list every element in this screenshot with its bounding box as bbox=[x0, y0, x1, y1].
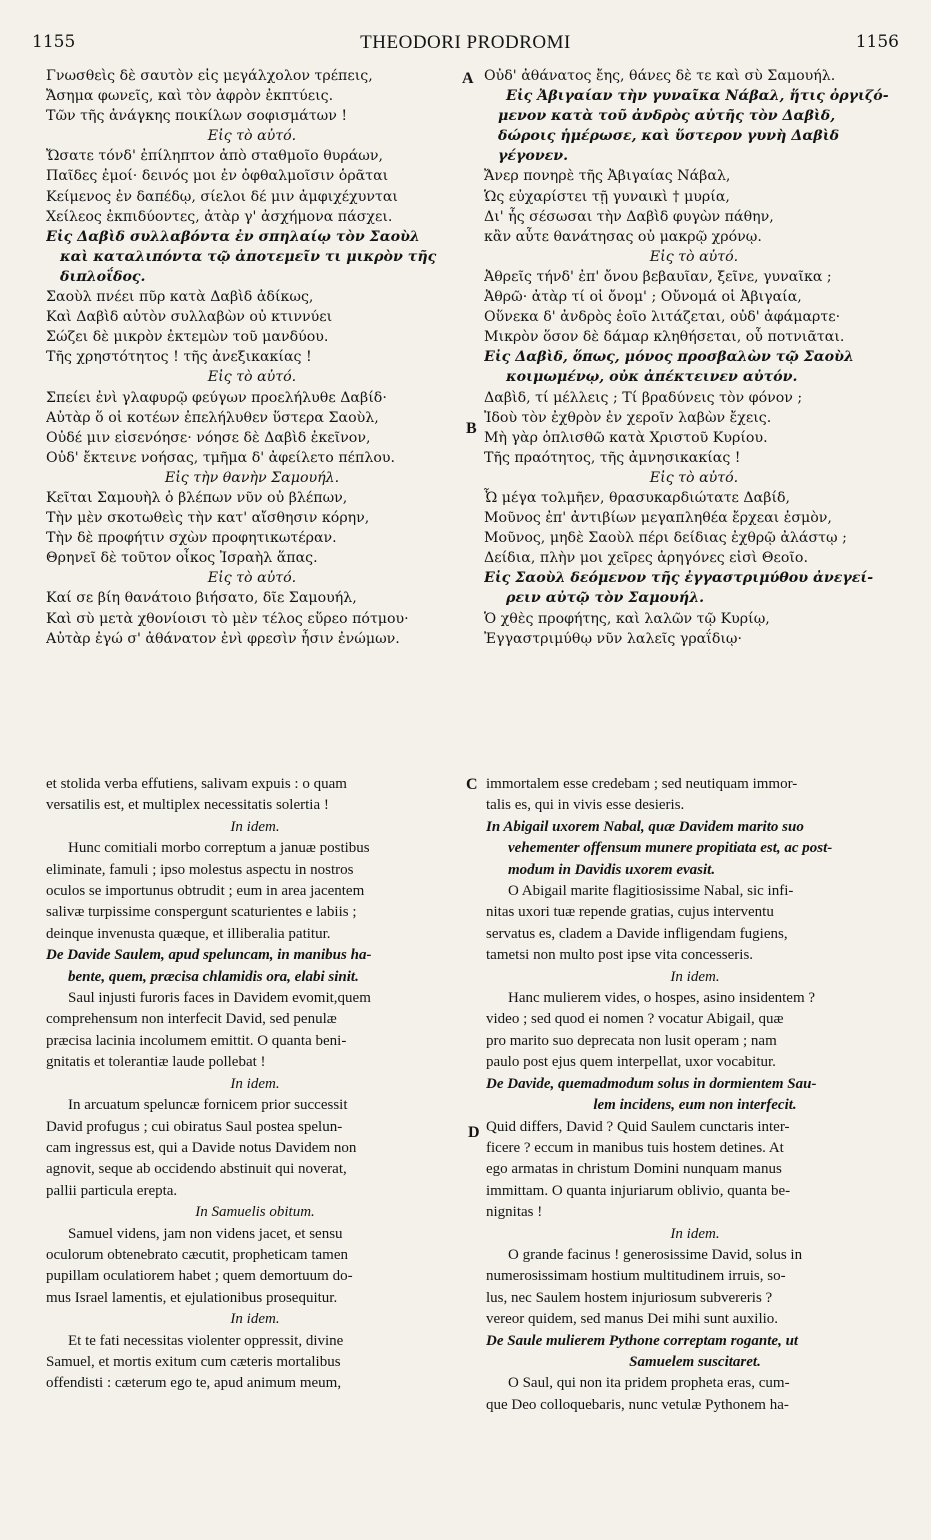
greek-line: Οὐδ' ἀθάνατος ἔης, θάνες δὲ τε καὶ σὺ Σαμουήλ. bbox=[484, 68, 836, 84]
section-heading: Εἰς τὸ αὐτό. bbox=[649, 469, 739, 486]
page-number-right: 1156 bbox=[855, 32, 899, 52]
section-heading: In idem. bbox=[670, 968, 720, 985]
section-heading: Εἰς τὸ αὐτό. bbox=[207, 369, 297, 386]
latin-line: salivæ turpissime conspergunt scaturientes e labiis ; bbox=[46, 904, 357, 921]
greek-line: Καὶ Δαβὶδ αὐτὸν συλλαβὼν οὐ κτιννύει bbox=[46, 309, 333, 326]
latin-line: ego armatas in christum Domini nunquam manus bbox=[486, 1161, 782, 1178]
margin-marker-b: B bbox=[466, 420, 477, 437]
latin-line: O grande facinus ! generosissime David, solus in bbox=[508, 1246, 803, 1263]
latin-line: paulo post ejus quem interpellat, uxor vocabitur. bbox=[486, 1054, 776, 1071]
latin-line: nignitas ! bbox=[486, 1204, 543, 1221]
latin-line: versatilis est, et multiplex necessitatis solertia ! bbox=[46, 797, 329, 814]
latin-line: David profugus ; cui obiratus Saul postea spelun- bbox=[46, 1118, 343, 1135]
greek-line: Παῖδες ἐμοί· δεινός μοι ἐν ὀφθαλμοῖσιν ὁρᾶται bbox=[46, 168, 389, 185]
latin-line: mus Israel lamentis, et ejulationibus prosequitur. bbox=[46, 1289, 338, 1306]
latin-line: Hanc mulierem vides, o hospes, asino insidentem ? bbox=[508, 990, 816, 1007]
section-heading: διπλοΐδος. bbox=[60, 268, 146, 285]
latin-line: In arcuatum speluncæ fornicem prior successit bbox=[68, 1097, 348, 1114]
section-heading: μενον κατὰ τοῦ ἀνδρὸς αὐτῆς τὸν Δαβὶδ, bbox=[498, 108, 836, 125]
section-heading: γέγονεν. bbox=[498, 148, 569, 165]
greek-line: Τῶν τῆς ἀνάγκης ποικίλων σοφισμάτων ! bbox=[46, 108, 348, 125]
latin-line: lus, nec Saulem hostem injuriosum subvereris ? bbox=[486, 1289, 773, 1306]
greek-line: Μοῦνος ἐπ' ἀντιβίων μεγαπληθέα ἔρχεαι ἐσμὸν, bbox=[484, 510, 832, 527]
greek-line: Δαβὶδ, τί μέλλεις ; Τί βραδύνεις τὸν φόνον ; bbox=[484, 389, 803, 406]
section-heading: bente, quem, præcisa chlamidis ora, elabi sinit. bbox=[68, 968, 359, 985]
latin-column-left bbox=[46, 774, 464, 1395]
section-heading: ρειν αὐτῷ τὸν Σαμουήλ. bbox=[506, 590, 705, 607]
greek-line: Θρηνεῖ δὲ τοῦτον οἶκος Ἰσραὴλ ἅπας. bbox=[46, 550, 318, 567]
section-heading: vehementer offensum munere propitiata est, ac post- bbox=[508, 840, 833, 857]
latin-line: Hunc comitiali morbo correptum a januæ postibus bbox=[68, 840, 370, 857]
latin-line: et stolida verba effutiens, salivam expuis : o quam bbox=[46, 776, 347, 792]
latin-column-right bbox=[486, 774, 904, 1416]
greek-line: Τὴν μὲν σκοτωθεὶς τὴν κατ' αἴσθησιν κόρην, bbox=[46, 510, 370, 527]
section-heading: Εἰς τὴν θανὴν Σαμουήλ. bbox=[164, 469, 340, 486]
greek-line: Ὤσατε τόνδ' ἐπίληπτον ἀπὸ σταθμοῖο θυράων, bbox=[46, 148, 383, 165]
latin-line: servatus es, cladem a Davide infligendam fugiens, bbox=[486, 925, 788, 942]
latin-line: immittam. O quanta injuriarum oblivio, quanta be- bbox=[486, 1182, 791, 1199]
greek-line: Οὕνεκα δ' ἀνδρὸς ἑοῖο λιτάζεται, οὐδ' ἀφάμαρτε· bbox=[484, 309, 841, 326]
section-heading: In idem. bbox=[670, 1225, 720, 1242]
latin-line: præcisa lacinia incolumem emittit. O quanta beni- bbox=[46, 1032, 347, 1049]
latin-line: que Deo colloquebaris, nunc vetulæ Pythonem ha- bbox=[486, 1396, 789, 1413]
latin-line: pallii particula erepta. bbox=[46, 1182, 178, 1199]
latin-line: vereor quidem, sed manus Dei mihi sunt auxilio. bbox=[486, 1311, 779, 1328]
section-heading: In idem. bbox=[230, 1075, 280, 1092]
latin-line: O Abigail marite flagitiosissime Nabal, sic infi- bbox=[508, 883, 794, 900]
greek-line: Ὡς εὐχαρίστει τῇ γυναικὶ † μυρία, bbox=[484, 188, 730, 205]
latin-line: Et te fati necessitas violenter oppressit, divine bbox=[68, 1332, 344, 1349]
latin-line: video ; sed quod ei nomen ? vocatur Abigail, quæ bbox=[486, 1011, 784, 1028]
greek-line: κἂν αὖτε θανάτησας οὐ μακρῷ χρόνῳ. bbox=[484, 228, 762, 245]
section-heading: Εἰς τὸ αὐτό. bbox=[649, 248, 739, 265]
latin-line: gnitatis et tolerantiæ laude pollebat ! bbox=[46, 1054, 266, 1071]
latin-line: Samuel videns, jam non videns jacet, et sensu bbox=[68, 1225, 343, 1242]
section-heading: lem incidens, eum non interfecit. bbox=[593, 1097, 797, 1114]
greek-line: Αὐτὰρ ὅ οἱ κοτέων ἐπελήλυθεν ὕστερα Σαοὺλ, bbox=[46, 409, 379, 426]
greek-line: Δείδια, πλὴν μοι χεῖρες ἀρηγόνες εἰσὶ Θεοῖο. bbox=[484, 550, 808, 567]
greek-line: Δι' ἧς σέσωσαι τὴν Δαβὶδ φυγὼν πάθην, bbox=[484, 208, 774, 225]
greek-line: Καὶ σὺ μετὰ χθονίοισι τὸ μὲν τέλος εὕρεο πότμου· bbox=[46, 610, 409, 627]
running-title: THEODORI PRODROMI bbox=[360, 32, 571, 53]
section-heading: De Saule mulierem Pythone correptam rogante, ut bbox=[486, 1332, 799, 1349]
greek-line: Ἐγγαστριμύθῳ νῦν λαλεῖς γραΐδιῳ· bbox=[484, 630, 743, 647]
latin-line: Samuel, et mortis exitum cum cæteris mortalibus bbox=[46, 1353, 341, 1370]
margin-marker-c: C bbox=[466, 776, 478, 793]
greek-line: Τῆς χρηστότητος ! τῆς ἀνεξικακίας ! bbox=[46, 349, 312, 366]
section-heading: De Davide Saulem, apud speluncam, in manibus ha- bbox=[46, 947, 372, 964]
latin-line: O Saul, qui non ita pridem propheta eras, cum- bbox=[508, 1375, 790, 1392]
greek-line: Σαοὺλ πνέει πῦρ κατὰ Δαβὶδ ἀδίκως, bbox=[46, 289, 314, 306]
section-heading: In idem. bbox=[230, 1311, 280, 1328]
greek-line: Χείλεος ἐκπιδύοντες, ἀτὰρ γ' ἀσχήμονα πάσχει. bbox=[46, 208, 393, 225]
section-heading: In idem. bbox=[230, 818, 280, 835]
latin-line: immortalem esse credebam ; sed neutiquam immor- bbox=[486, 776, 798, 792]
greek-line: Κεῖται Σαμουὴλ ὁ βλέπων νῦν οὐ βλέπων, bbox=[46, 489, 348, 506]
greek-line: Κείμενος ἐν δαπέδῳ, σίελοι δέ μιν ἀμφιχέχυνται bbox=[46, 188, 398, 205]
latin-line: cam ingressus est, qui a Davide notus Davidem non bbox=[46, 1139, 357, 1156]
greek-column-right bbox=[484, 66, 904, 649]
latin-line: oculos se importunus obtrudit ; eum in area jacentem bbox=[46, 883, 365, 900]
section-heading: modum in Davidis uxorem evasit. bbox=[508, 861, 716, 878]
margin-marker-a: A bbox=[462, 70, 474, 87]
margin-marker-d: D bbox=[468, 1124, 480, 1141]
latin-line: Saul injusti furoris faces in Davidem evomit,quem bbox=[68, 990, 371, 1007]
latin-line: offendisti : cæterum ego te, apud animum meum, bbox=[46, 1375, 342, 1392]
greek-line: Καί σε βίη θανάτοιο βιήσατο, δῖε Σαμουήλ, bbox=[46, 590, 357, 607]
section-heading: In Abigail uxorem Nabal, quæ Davidem marito suo bbox=[486, 818, 804, 835]
latin-line: eliminate, famuli ; ipso molestus aspectu in nostros bbox=[46, 861, 354, 878]
greek-line: Μὴ γὰρ ὁπλισθῶ κατὰ Χριστοῦ Κυρίου. bbox=[484, 429, 768, 446]
greek-line: Αὐτὰρ ἐγώ σ' ἀθάνατον ἐνὶ φρεσὶν ἦσιν ἐνώμων. bbox=[46, 630, 400, 647]
greek-line: Οὐδ' ἔκτεινε νοήσας, τμῆμα δ' ἀφείλετο πέπλου. bbox=[46, 449, 396, 466]
section-heading: Εἰς Δαβὶδ συλλαβόντα ἐν σπηλαίῳ τὸν Σαοὺλ bbox=[46, 228, 420, 245]
greek-line: Ἄνερ πονηρὲ τῆς Ἀβιγαίας Νάβαλ, bbox=[484, 168, 731, 185]
section-heading: Samuelem suscitaret. bbox=[629, 1353, 761, 1370]
section-heading: In Samuelis obitum. bbox=[195, 1204, 315, 1221]
section-heading: Εἰς Ἀβιγαίαν τὴν γυναῖκα Νάβαλ, ἥτις ὀργιζό- bbox=[506, 88, 889, 105]
latin-line: oculorum obtenebrato cæcutit, propheticam tamen bbox=[46, 1246, 348, 1263]
greek-line: Γνωσθεὶς δὲ σαυτὸν εἰς μεγάλχολον τρέπεις, bbox=[46, 68, 373, 84]
latin-line: ficere ? eccum in manibus tuis hostem detines. At bbox=[486, 1139, 784, 1156]
latin-line: talis es, qui in vivis esse desieris. bbox=[486, 797, 685, 814]
section-heading: De Davide, quemadmodum solus in dormientem Sau- bbox=[486, 1075, 817, 1092]
latin-line: pupillam oculatiorem habet ; quem demortuum do- bbox=[46, 1268, 353, 1285]
greek-line: Μοῦνος, μηδὲ Σαοὺλ πέρι δείδιας ἐχθρῷ ἀλάστῳ ; bbox=[484, 530, 847, 547]
latin-line: comprehensum non interfecit David, sed penulæ bbox=[46, 1011, 337, 1028]
greek-line: Ὦ μέγα τολμῆεν, θρασυκαρδιώτατε Δαβίδ, bbox=[484, 489, 791, 506]
latin-line: tametsi non multo post ipse vita concesseris. bbox=[486, 947, 754, 964]
section-heading: καὶ καταλιπόντα τῷ ἀποτεμεῖν τι μικρὸν τῆς bbox=[60, 248, 437, 265]
greek-line: Οὐδέ μιν εἰσενόησε· νόησε δὲ Δαβὶδ ἐκεῖνον, bbox=[46, 429, 371, 446]
greek-line: Τὴν δὲ προφήτιν σχὼν προφητικωτέραν. bbox=[46, 530, 337, 547]
page-header bbox=[32, 32, 899, 60]
greek-line: Ἄσημα φωνεῖς, καὶ τὸν ἀφρὸν ἐκπτύεις. bbox=[46, 88, 334, 105]
greek-line: Ἀθρῶ· ἀτὰρ τί οἱ ὄνομ' ; Οὔνομά οἱ Ἀβιγαία, bbox=[484, 289, 802, 306]
latin-line: Quid differs, David ? Quid Saulem cunctaris inter- bbox=[486, 1118, 790, 1135]
section-heading: Εἰς Δαβὶδ, ὅπως, μόνος προσβαλὼν τῷ Σαοὺλ bbox=[484, 349, 854, 366]
latin-line: deinque invenusta quæque, et illiberalia patitur. bbox=[46, 925, 331, 942]
greek-line: Τῆς πραότητος, τῆς ἀμνησικακίας ! bbox=[484, 449, 741, 466]
section-heading: δώροις ἡμέρωσε, καὶ ὕστερον γυνὴ Δαβὶδ bbox=[498, 128, 840, 145]
section-heading: Εἰς τὸ αὐτό. bbox=[207, 570, 297, 587]
greek-line: Ὁ χθὲς προφήτης, καὶ λαλῶν τῷ Κυρίῳ, bbox=[484, 610, 770, 627]
latin-line: pro marito suo deprecata non lusit operam ; nam bbox=[486, 1032, 777, 1049]
latin-line: nitas uxori tuæ repende gratias, cujus interventu bbox=[486, 904, 774, 921]
greek-column-left bbox=[46, 66, 458, 649]
greek-line: Σώζει δὲ μικρὸν ἐκτεμὼν τοῦ μανδύου. bbox=[46, 329, 329, 346]
greek-line: Ἀθρεῖς τήνδ' ἐπ' ὄνου βεβαυῖαν, ξεῖνε, γυναῖκα ; bbox=[484, 268, 832, 285]
latin-line: numerosissimam hostium multitudinem irruis, so- bbox=[486, 1268, 786, 1285]
section-heading: κοιμωμένῳ, οὐκ ἀπέκτεινεν αὐτόν. bbox=[506, 369, 798, 386]
greek-line: Σπείει ἐνὶ γλαφυρῷ φεύγων προελήλυθε Δαβίδ· bbox=[46, 389, 387, 406]
section-heading: Εἰς Σαοὺλ δεόμενον τῆς ἐγγαστριμύθου ἀνεγεί- bbox=[484, 570, 874, 587]
greek-line: Ἰδοὺ τὸν ἐχθρὸν ἐν χεροῖν λαβὼν ἔχεις. bbox=[484, 409, 772, 426]
latin-line: agnovit, seque ab occidendo abstinuit qui noverat, bbox=[46, 1161, 347, 1178]
section-heading: Εἰς τὸ αὐτό. bbox=[207, 128, 297, 145]
page-number-left: 1155 bbox=[32, 32, 76, 52]
greek-line: Μικρὸν ὅσον δὲ δάμαρ κληθήσεται, οὗ ποτνιᾶται. bbox=[484, 329, 845, 346]
